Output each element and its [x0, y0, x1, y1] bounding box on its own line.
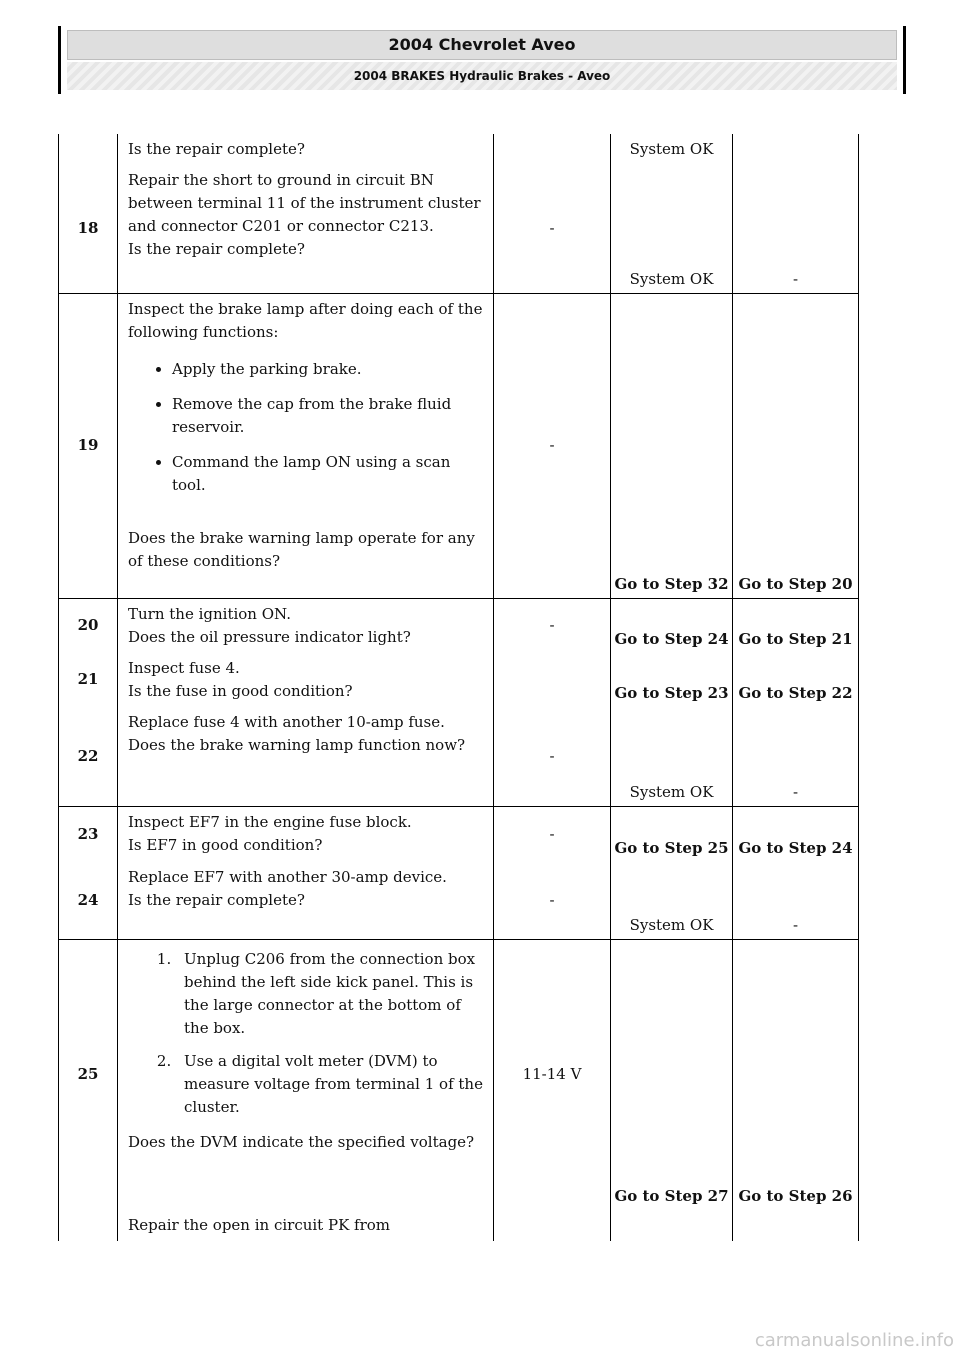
step-18-no: - [733, 165, 859, 293]
step-19-bullet-list [128, 358, 485, 497]
step-18-number: 18 [59, 165, 118, 293]
table-row-21 [59, 653, 859, 707]
step-23-yes: Go to Step 25 [611, 807, 733, 862]
step-20-yes: Go to Step 24 [611, 598, 733, 653]
list-item: 2. Use a digital volt meter (DVM) to measure voltage from terminal 1 of the cluster. [176, 1050, 485, 1119]
diagnostic-table [58, 134, 859, 1241]
step-18-question: Is the repair complete? [128, 240, 305, 258]
step-21-no: Go to Step 22 [733, 653, 859, 707]
step-20-number: 20 [59, 598, 118, 653]
step-20-no: Go to Step 21 [733, 598, 859, 653]
step-24-value: - [494, 862, 611, 940]
list-item: • Apply the parking brake. [172, 358, 485, 381]
step-19-yes: Go to Step 32 [611, 293, 733, 598]
table-row-26-partial [59, 1210, 859, 1241]
step-23-question: Is EF7 in good condition? [128, 836, 323, 854]
document-header [58, 26, 906, 94]
step-24-number: 24 [59, 862, 118, 940]
step-20-action: Turn the ignition ON. [128, 604, 291, 623]
step-19-number: 19 [59, 293, 118, 598]
step-22-number: 22 [59, 707, 118, 807]
step-19-action: Inspect the brake lamp after doing each of the following functions: [128, 299, 483, 341]
step-24-question: Is the repair complete? [128, 890, 305, 909]
step-19-no: Go to Step 20 [733, 293, 859, 598]
step-22-yes: System OK [611, 707, 733, 807]
step-22-no: - [733, 707, 859, 807]
step-25-numbered-list [128, 948, 485, 1119]
step-21-yes: Go to Step 23 [611, 653, 733, 707]
step-18-value: - [494, 165, 611, 293]
step-25-question: Does the DVM indicate the specified voltage? [128, 1133, 475, 1151]
table-row-17-continued [59, 134, 859, 165]
step-23-no: Go to Step 24 [733, 807, 859, 862]
step-24-no: - [733, 862, 859, 940]
step-20-question: Does the oil pressure indicator light? [128, 627, 411, 646]
step-19-value: - [494, 293, 611, 598]
step-24-yes: System OK [611, 862, 733, 940]
table-row-18 [59, 165, 859, 293]
step-23-number: 23 [59, 807, 118, 862]
step-17-yes: System OK [611, 134, 733, 165]
table-row-25 [59, 940, 859, 1210]
table-row-22 [59, 707, 859, 807]
step-21-action: Inspect fuse 4. [128, 658, 240, 677]
step-25-number: 25 [59, 940, 118, 1210]
step-21-number: 21 [59, 653, 118, 707]
step-26-action: Repair the open in circuit PK from [118, 1210, 494, 1241]
step-18-action: Repair the short to ground in circuit BN between terminal 11 of the instrument cluster and connector C201 or connector C213. [128, 171, 481, 235]
step-24-action: Replace EF7 with another 30-amp device. [128, 867, 447, 886]
list-item: 1. Unplug C206 from the connection box behind the left side kick panel. This is the large connector at the bottom of the box. [176, 948, 485, 1040]
step-25-yes: Go to Step 27 [611, 940, 733, 1210]
watermark: carmanualsonline.info [754, 1330, 954, 1351]
step-18-yes: System OK [611, 165, 733, 293]
table-row-19 [59, 293, 859, 598]
step-22-question: Does the brake warning lamp function now? [128, 735, 466, 754]
list-item: • Remove the cap from the brake fluid reservoir. [172, 393, 485, 439]
table-row-23 [59, 807, 859, 862]
list-item: • Command the lamp ON using a scan tool. [172, 451, 485, 497]
step-17-question: Is the repair complete? [118, 134, 494, 165]
step-21-question: Is the fuse in good condition? [128, 681, 353, 700]
step-25-no: Go to Step 26 [733, 940, 859, 1210]
step-23-value: - [494, 807, 611, 862]
step-20-value: - [494, 598, 611, 653]
step-21-value [494, 653, 611, 707]
step-22-action: Replace fuse 4 with another 10-amp fuse. [128, 712, 445, 731]
step-23-action: Inspect EF7 in the engine fuse block. [128, 813, 412, 831]
document-subtitle: 2004 BRAKES Hydraulic Brakes - Aveo [67, 62, 897, 90]
step-25-value: 11-14 V [494, 940, 611, 1210]
table-row-20 [59, 598, 859, 653]
document-title: 2004 Chevrolet Aveo [67, 30, 897, 60]
step-22-value: - [494, 707, 611, 807]
step-19-question: Does the brake warning lamp operate for any of these conditions? [128, 528, 475, 570]
table-row-24 [59, 862, 859, 940]
